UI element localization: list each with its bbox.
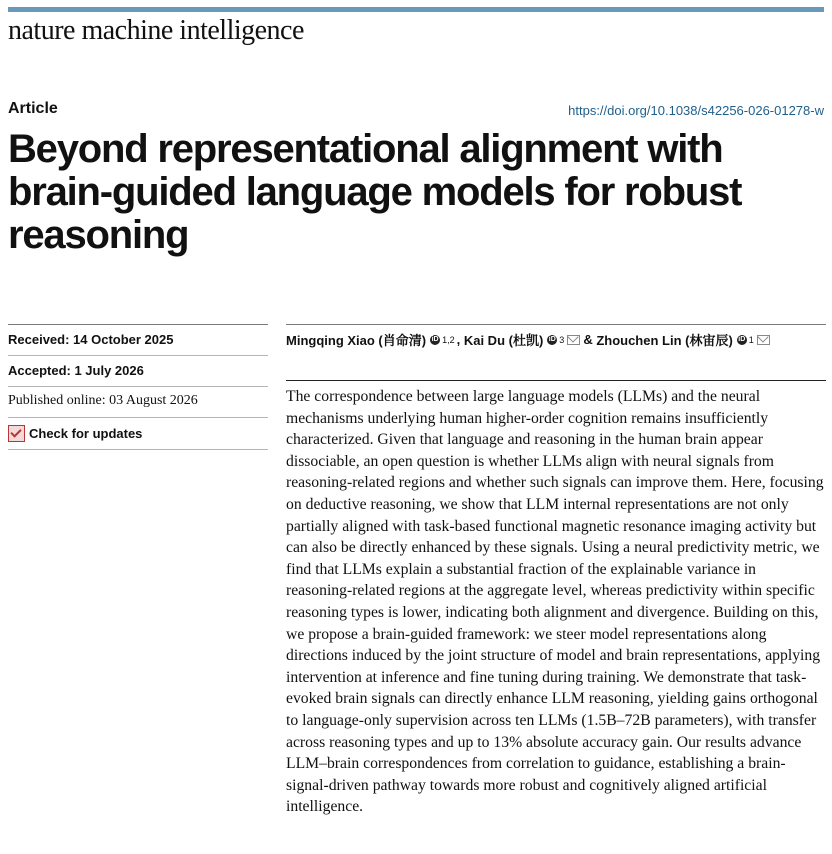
author-name[interactable]: Zhouchen Lin (林宙辰) bbox=[596, 333, 733, 348]
orcid-icon[interactable]: iD bbox=[431, 335, 439, 343]
author-affiliation: 1 bbox=[748, 334, 754, 345]
metadata-divider bbox=[8, 449, 268, 450]
abstract-top-rule bbox=[286, 380, 826, 381]
journal-color-bar bbox=[8, 7, 824, 12]
metadata-divider bbox=[8, 355, 268, 356]
author-name[interactable]: Mingqing Xiao (肖命清) bbox=[286, 333, 427, 348]
author-separator: , bbox=[456, 332, 464, 347]
published-date: Published online: 03 August 2026 bbox=[8, 393, 198, 408]
check-updates-label: Check for updates bbox=[29, 426, 143, 441]
received-date: Received: 14 October 2025 bbox=[8, 332, 174, 347]
author-list bbox=[286, 330, 773, 349]
email-icon[interactable] bbox=[757, 335, 770, 345]
author-affiliation: 1,2 bbox=[442, 334, 455, 345]
orcid-icon[interactable]: iD bbox=[738, 335, 746, 343]
email-icon[interactable] bbox=[567, 335, 580, 345]
authors-top-rule bbox=[286, 324, 826, 325]
metadata-divider bbox=[8, 386, 268, 387]
journal-name[interactable]: nature machine intelligence bbox=[8, 15, 304, 46]
accepted-date: Accepted: 1 July 2026 bbox=[8, 363, 144, 378]
article-type-label: Article bbox=[8, 100, 58, 117]
check-for-updates-button[interactable] bbox=[8, 425, 142, 442]
orcid-icon[interactable]: iD bbox=[548, 335, 556, 343]
abstract-text: The correspondence between large language models (LLMs) and the neural mechanisms underlying human higher-order cognition remains insufficiently characterized. Given that language and reasoning in the human brain appear dissociable, an open question is whether LLMs align with neural signals from reasoning-related regions and whether such signals can improve them. Here, focusing on deductive reasoning, we show that LLM internal representations are not only partially aligned with task-based functional magnetic resonance imaging activity but can also be directly enhanced by these signals. Using a neural predictivity metric, we find that LLMs explain a substantial fraction of the explainable variance in reasoning-related regions at the aggregate level, whereas predictivity within specific reasoning types is lower, indicating both alignment and divergence. Building on this, we propose a brain-guided framework: we steer model representations along directions induced by the joint structure of model and brain representations, applying intervention at inference and fine tuning during training. We demonstrate that task-evoked brain signals can directly enhance LLM reasoning, yielding gains orthogonal to language-only supervision across ten LLMs (1.5B–72B parameters), with transfer across reasoning types and up to 13% absolute accuracy gain. Our results advance LLM–brain correspondences from correlation to guidance, establishing a brain-signal-driven pathway towards more robust and cognitively aligned artificial intelligence. bbox=[286, 388, 824, 816]
author-separator: & bbox=[583, 332, 597, 347]
article-title: Beyond representational alignment with brain-guided language models for robust reasoning bbox=[8, 127, 742, 257]
doi-link[interactable]: https://doi.org/10.1038/s42256-026-01278-w bbox=[568, 103, 824, 118]
metadata-top-rule bbox=[8, 324, 268, 325]
author-name[interactable]: Kai Du (杜凯) bbox=[463, 333, 544, 348]
metadata-divider bbox=[8, 417, 268, 418]
check-updates-icon bbox=[8, 425, 25, 442]
author-affiliation: 3 bbox=[559, 334, 565, 345]
